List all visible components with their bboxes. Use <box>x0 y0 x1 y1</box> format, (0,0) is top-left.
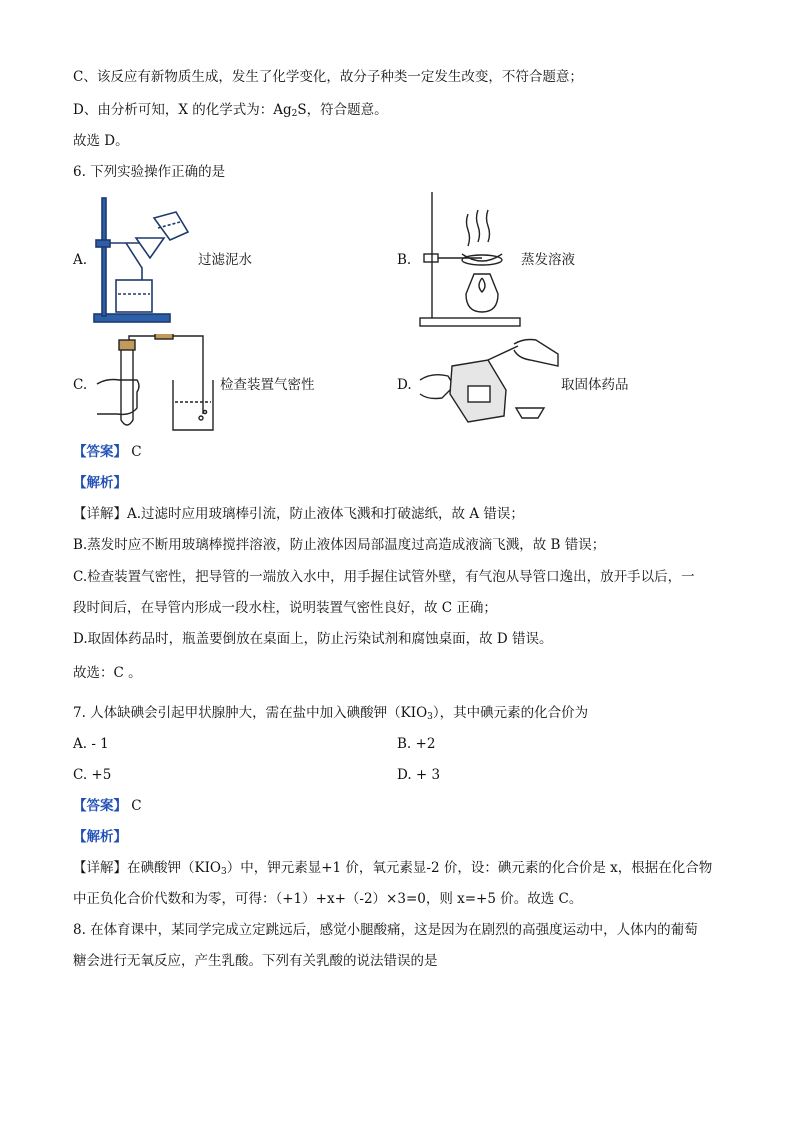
prev-line-d-text-end: S，符合题意。 <box>297 102 388 118</box>
subscript: 3 <box>427 712 433 722</box>
q6-choose: 故选：C 。 <box>73 665 142 681</box>
q6-option-a-letter: A. <box>73 252 88 268</box>
q6-detail-c2: 段时间后，在导管内形成一段水柱，说明装置气密性良好，故 C 正确； <box>73 600 497 616</box>
analysis-tag: 【解析】 <box>73 475 127 491</box>
q6-option-c-letter: C. <box>73 377 88 393</box>
q6-option-a-caption: 过滤泥水 <box>198 252 252 268</box>
q7-stem-text-end: ），其中碘元素的化合价为 <box>432 705 589 721</box>
q6-option-b-letter: B. <box>397 252 412 268</box>
airtightness-check-apparatus-icon <box>93 334 219 434</box>
q7-detail-1 <box>73 859 712 877</box>
q6-stem: 6. 下列实验操作正确的是 <box>73 164 226 180</box>
q6-option-c-caption: 检查装置气密性 <box>220 377 315 393</box>
answer-tag: 【答案】 <box>73 798 127 814</box>
q7-detail-1-text: 在碘酸钾（KIO <box>127 860 221 876</box>
q7-stem <box>73 704 588 722</box>
q8-line-1: 8. 在体育课中，某同学完成立定跳远后，感觉小腿酸痛，这是因为在剧烈的高强度运动中，人体内的葡萄 <box>73 922 698 938</box>
q6-detail-d: D.取固体药品时，瓶盖要倒放在桌面上，防止污染试剂和腐蚀桌面，故 D 错误。 <box>73 631 553 647</box>
q7-option-b: B. +2 <box>397 736 436 752</box>
solid-reagent-bottle-icon <box>418 336 560 432</box>
q7-option-a: A. - 1 <box>73 736 109 752</box>
q6-detail-b: B.蒸发时应不断用玻璃棒搅拌溶液，防止液体因局部温度过高造成液滴飞溅，故 B 错误； <box>73 537 606 553</box>
q6-answer <box>73 443 142 461</box>
q6-detail-c1: C.检查装置气密性，把导管的一端放入水中，用手握住试管外壁，有气泡从导管口逸出，放开手以后，一 <box>73 569 695 585</box>
q6-answer-value: C <box>131 444 142 460</box>
q6-detail-a <box>73 505 524 523</box>
q7-answer <box>73 797 142 815</box>
q7-answer-value: C <box>131 798 142 814</box>
q7-analysis-tag <box>73 828 127 846</box>
prev-line-c: C、该反应有新物质生成，发生了化学变化，故分子种类一定发生改变，不符合题意； <box>73 69 583 85</box>
prev-line-d <box>73 101 388 119</box>
evaporation-apparatus-icon <box>418 188 522 328</box>
subscript: 3 <box>221 867 227 877</box>
q6-analysis-tag <box>73 474 127 492</box>
q7-option-d: D. + 3 <box>397 767 441 783</box>
detail-tag: 【详解】 <box>73 506 127 522</box>
q6-option-d-letter: D. <box>397 377 412 393</box>
q8-line-2: 糖会进行无氧反应，产生乳酸。下列有关乳酸的说法错误的是 <box>73 953 438 969</box>
filtration-apparatus-icon <box>92 188 192 326</box>
q6-option-b-caption: 蒸发溶液 <box>521 252 575 268</box>
q6-option-d-caption: 取固体药品 <box>561 377 629 393</box>
q7-stem-text: 7. 人体缺碘会引起甲状腺肿大，需在盐中加入碘酸钾（KIO <box>73 705 428 721</box>
answer-tag: 【答案】 <box>73 444 127 460</box>
q6-detail-a-text: A.过滤时应用玻璃棒引流，防止液体飞溅和打破滤纸，故 A 错误； <box>127 506 524 522</box>
q7-option-c: C. +5 <box>73 767 112 783</box>
analysis-tag: 【解析】 <box>73 829 127 845</box>
prev-line-d-text: D、由分析可知，X 的化学式为：Ag <box>73 102 292 118</box>
q7-detail-1-text-end: ）中，钾元素显+1 价，氧元素显-2 价，设：碘元素的化合价是 x，根据在化合物 <box>226 860 713 876</box>
subscript: 2 <box>291 109 298 119</box>
detail-tag: 【详解】 <box>73 860 127 876</box>
q7-detail-2: 中正负化合价代数和为零，可得：（+1）+x+（-2）×3=0，则 x=+5 价。故选 C。 <box>73 891 583 907</box>
prev-choose: 故选 D。 <box>73 133 129 149</box>
